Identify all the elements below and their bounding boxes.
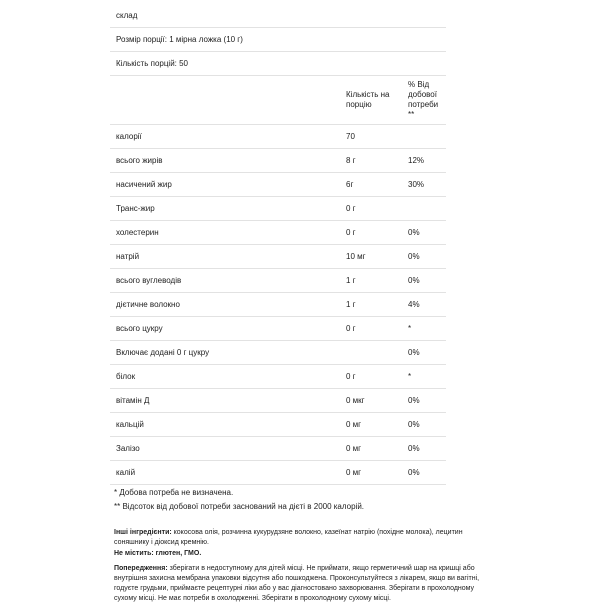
nutrient-dv: * (402, 317, 446, 341)
nutrient-row (110, 293, 446, 317)
nutrient-name: холестерин (110, 221, 340, 245)
nutrient-dv: * (402, 365, 446, 389)
warning-text: зберігати в недоступному для дітей місці. Не приймати, якщо герметичний шар на кришці або внутрішня захисна мембрана упаковки відсутня або пошкоджена. Проконсультуйтеся з лікарем, якщо ви вагітні, годуєте грудьми, приймаєте рецептурні ліки або у вас діагностовано захворювання. Зберігати в прохолодному сухому місці. Не має потреби в охолодженні. Зберігати в прохолодному сухому місці. (114, 565, 480, 602)
other-ingredients (114, 528, 494, 548)
nutrient-name: білок (110, 365, 340, 389)
nutrient-name: калій (110, 461, 340, 485)
nutrient-row (110, 413, 446, 437)
nutrient-row (110, 461, 446, 485)
nutrient-amount: 0 г (340, 365, 402, 389)
nutrient-dv (402, 125, 446, 149)
nutrient-amount: 0 г (340, 197, 402, 221)
nutrient-name: всього вуглеводів (110, 269, 340, 293)
nutrient-row (110, 197, 446, 221)
column-header-row (110, 76, 446, 125)
nutrient-amount: 0 мг (340, 461, 402, 485)
footnote-dv-basis: ** Відсоток від добової потреби заснований на дієті в 2000 калорій. (114, 502, 365, 511)
nutrient-amount: 0 мкг (340, 389, 402, 413)
nutrient-amount: 0 мг (340, 413, 402, 437)
nutrient-dv: 0% (402, 221, 446, 245)
nutrient-amount (340, 341, 402, 365)
nutrient-amount: 6г (340, 173, 402, 197)
other-ingredients-text: кокосова олія, розчинна кукурудзяне волокно, казеїнат натрію (похідне молока), лецитин соняшнику і діоксид кремнію. (114, 529, 463, 546)
nutrient-row (110, 125, 446, 149)
nutrient-amount: 0 г (340, 221, 402, 245)
nutrient-dv: 0% (402, 461, 446, 485)
servings-count-label: Кількість порцій: 50 (110, 52, 446, 76)
nutrient-amount: 1 г (340, 293, 402, 317)
nutrient-row (110, 437, 446, 461)
nutrient-name: Залізо (110, 437, 340, 461)
composition-row (110, 4, 446, 28)
nutrient-row (110, 317, 446, 341)
nutrient-dv: 0% (402, 341, 446, 365)
nutrient-name: всього жирів (110, 149, 340, 173)
nutrient-dv: 0% (402, 245, 446, 269)
nutrient-dv: 4% (402, 293, 446, 317)
free-of-label: Не містить: глютен, ГМО. (114, 550, 202, 557)
column-header-blank (110, 76, 340, 125)
nutrient-dv: 0% (402, 437, 446, 461)
nutrient-amount: 70 (340, 125, 402, 149)
nutrient-row (110, 341, 446, 365)
servings-count-row (110, 52, 446, 76)
nutrient-name: Включає додані 0 г цукру (110, 341, 340, 365)
nutrient-dv: 0% (402, 413, 446, 437)
nutrient-name: всього цукру (110, 317, 340, 341)
nutrient-row (110, 389, 446, 413)
free-of (114, 549, 494, 559)
nutrient-row (110, 365, 446, 389)
nutrient-amount: 0 мг (340, 437, 402, 461)
nutrient-name: дієтичне волокно (110, 293, 340, 317)
nutrient-dv: 0% (402, 389, 446, 413)
supplement-facts-table (110, 4, 446, 485)
nutrient-amount: 0 г (340, 317, 402, 341)
nutrient-amount: 8 г (340, 149, 402, 173)
other-ingredients-label: Інші інгредієнти: (114, 529, 172, 536)
nutrient-amount: 10 мг (340, 245, 402, 269)
warning (114, 564, 494, 604)
nutrient-dv: 0% (402, 269, 446, 293)
warning-label: Попередження: (114, 565, 168, 572)
serving-size-row (110, 28, 446, 52)
nutrient-row (110, 149, 446, 173)
nutrient-row (110, 221, 446, 245)
serving-size-label: Розмір порції: 1 мірна ложка (10 г) (110, 28, 446, 52)
footnote-not-established: * Добова потреба не визначена. (114, 488, 234, 497)
nutrient-name: насичений жир (110, 173, 340, 197)
nutrient-row (110, 245, 446, 269)
nutrient-name: натрій (110, 245, 340, 269)
nutrient-name: калорії (110, 125, 340, 149)
nutrient-name: Транс-жир (110, 197, 340, 221)
nutrient-dv: 30% (402, 173, 446, 197)
nutrient-name: вітамін Д (110, 389, 340, 413)
nutrient-amount: 1 г (340, 269, 402, 293)
nutrient-row (110, 269, 446, 293)
column-header-dv: % Від добової потреби ** (402, 76, 446, 125)
nutrient-row (110, 173, 446, 197)
composition-label: склад (110, 4, 446, 28)
nutrient-dv (402, 197, 446, 221)
column-header-amount: Кількість на порцію (340, 76, 402, 125)
nutrient-name: кальцій (110, 413, 340, 437)
nutrient-dv: 12% (402, 149, 446, 173)
